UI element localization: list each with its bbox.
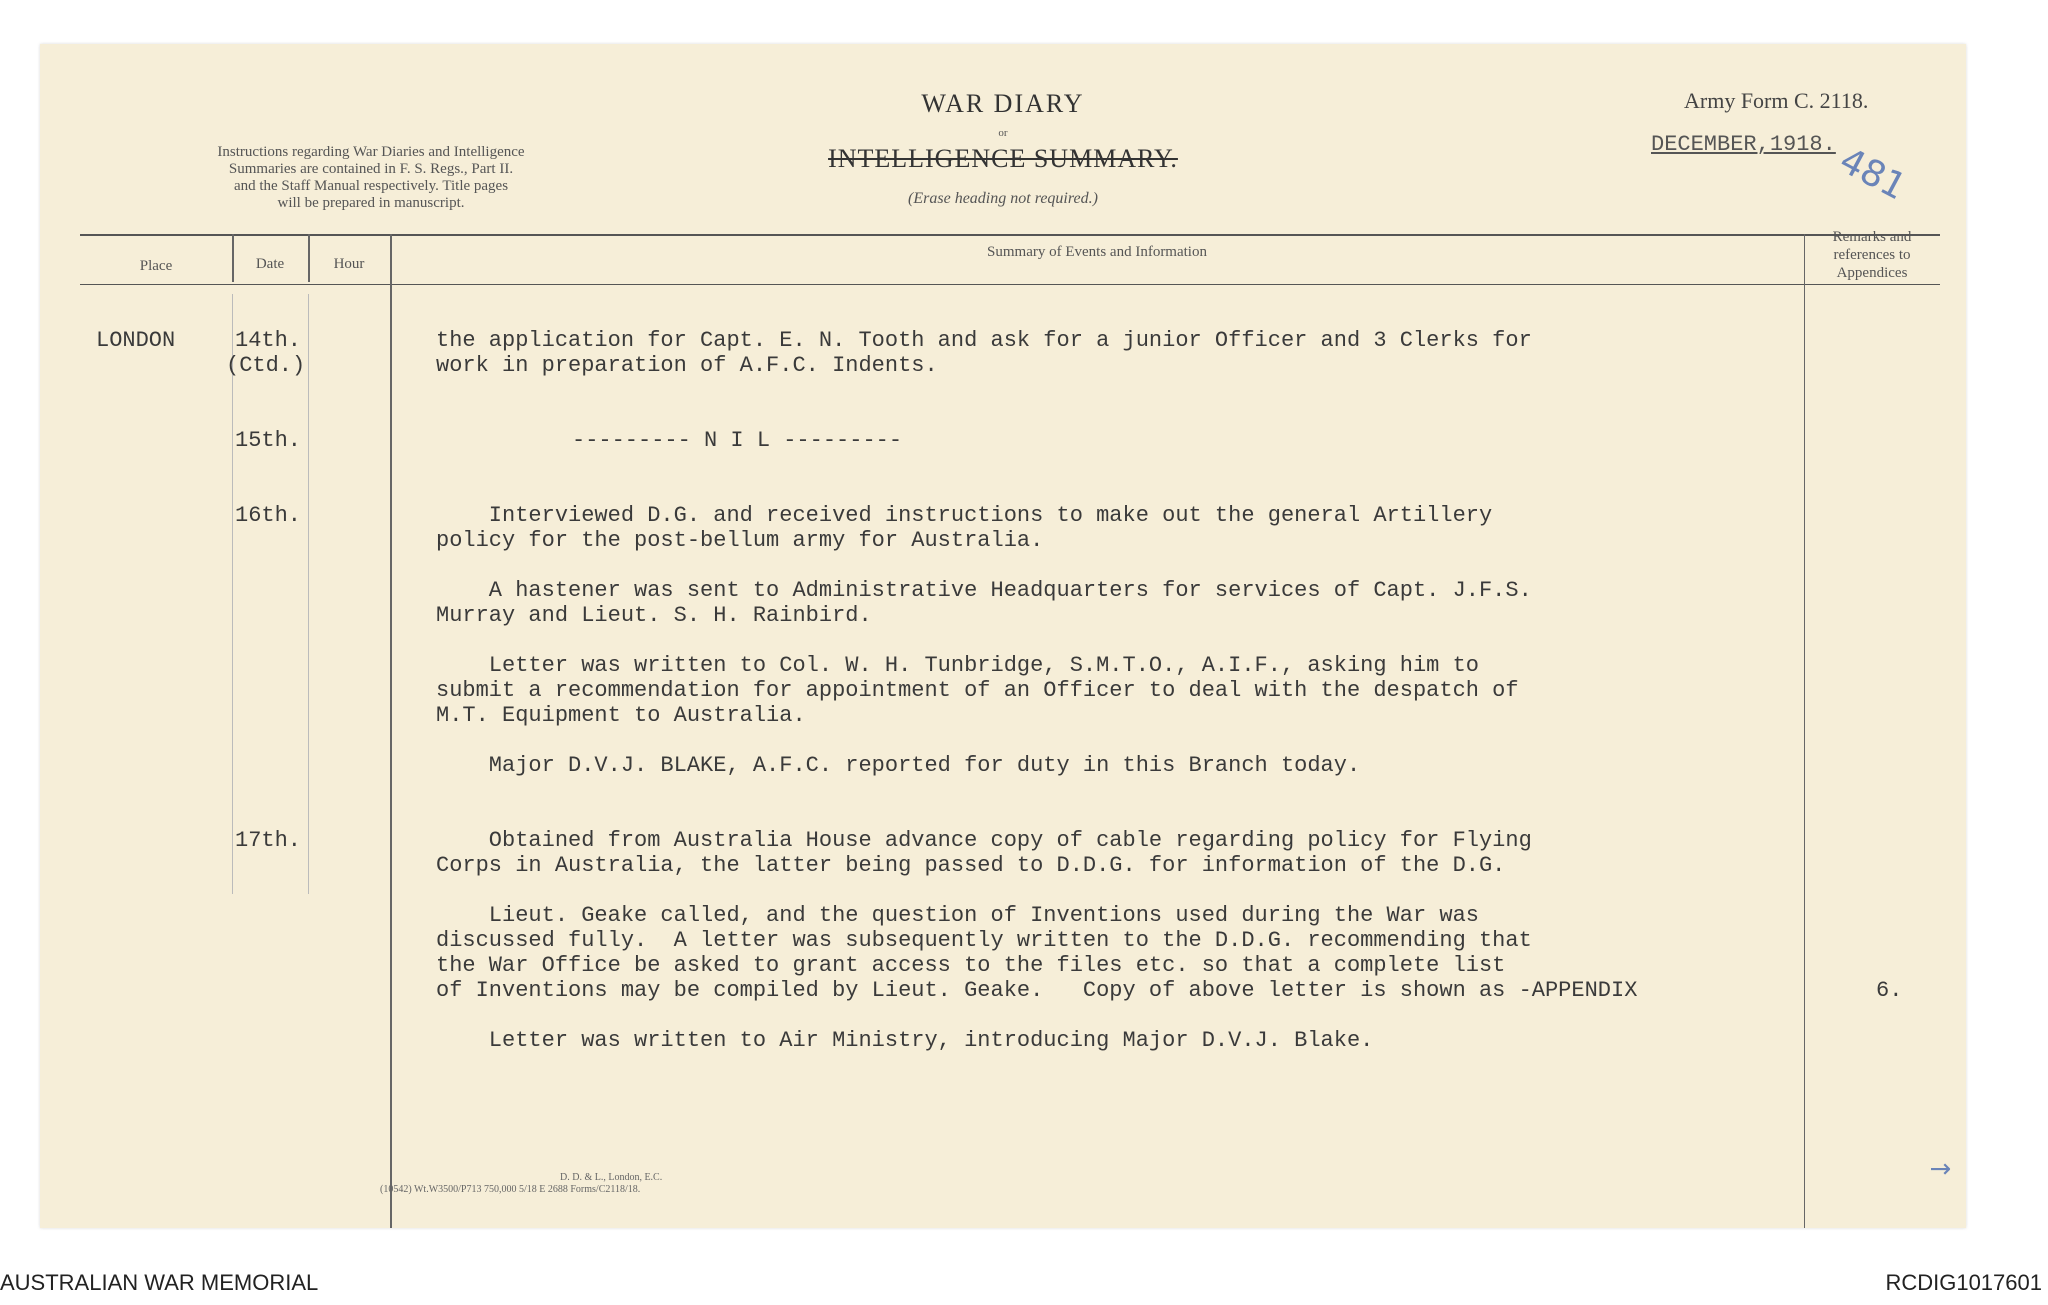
entry-paragraph: A hastener was sent to Administrative Headquarters for services of Capt. J.F.S. Murray and Lieut. S. H. Rainbird. bbox=[436, 578, 1532, 628]
entry-paragraph: Letter was written to Col. W. H. Tunbridge, S.M.T.O., A.I.F., asking him to submit a recommendation for appointment of an Officer to deal with the despatch of M.T. Equipment to Australia. bbox=[436, 653, 1519, 728]
date-cell: 15th. bbox=[235, 428, 302, 453]
footer-institution: AUSTRALIAN WAR MEMORIAL bbox=[0, 1270, 319, 1295]
instructions-line: will be prepared in manuscript. bbox=[277, 195, 465, 211]
form-subtitle: INTELLIGENCE SUMMARY. bbox=[828, 144, 1178, 173]
remarks-header-line: Remarks and bbox=[1832, 229, 1912, 245]
pencil-mark: ↑ bbox=[1923, 1158, 1954, 1180]
place-cell: LONDON bbox=[96, 328, 176, 353]
entry-nil: --------- N I L --------- bbox=[572, 428, 903, 453]
diary-month: DECEMBER,1918. bbox=[1651, 132, 1836, 157]
column-header-summary: Summary of Events and Information bbox=[987, 244, 1207, 260]
column-divider-faint bbox=[308, 294, 309, 894]
appendix-reference: 6. bbox=[1876, 978, 1903, 1003]
column-divider bbox=[1804, 234, 1805, 1228]
date-cell: 17th. bbox=[235, 828, 302, 853]
printer-line: D. D. & L., London, E.C. bbox=[560, 1172, 663, 1183]
pencil-page-number: 481 bbox=[1832, 140, 1913, 209]
date-cell: 16th. bbox=[235, 503, 302, 528]
form-title: WAR DIARY bbox=[921, 89, 1085, 118]
remarks-header-line: references to bbox=[1833, 247, 1911, 263]
column-header-remarks bbox=[1804, 228, 1940, 282]
entry-paragraph: Major D.V.J. BLAKE, A.F.C. reported for duty in this Branch today. bbox=[436, 753, 1361, 778]
instructions-line: and the Staff Manual respectively. Title pages bbox=[233, 178, 509, 194]
entry-paragraph: Interviewed D.G. and received instructions to make out the general Artillery policy for the post-bellum army for Australia. bbox=[436, 503, 1493, 553]
date-cell-continued: (Ctd.) bbox=[226, 353, 306, 378]
printer-line: (10542) Wt.W3500/P713 750,000 5/18 E 2688 Forms/C2118/18. bbox=[380, 1184, 641, 1195]
entry-paragraph: the application for Capt. E. N. Tooth and ask for a junior Officer and 3 Clerks for work in preparation of A.F.C. Indents. bbox=[436, 328, 1532, 378]
entry-paragraph: Lieut. Geake called, and the question of Inventions used during the War was discussed fully. A letter was subsequently written to the D.D.G. recommending that the War Office be asked to grant access to the files etc. so that a complete list of Inventions may be compiled by Lieut. Geake. Copy of above letter is shown as -APPENDIX bbox=[436, 903, 1638, 1003]
form-title-or: or bbox=[998, 127, 1008, 139]
footer-record-id: RCDIG1017601 bbox=[1885, 1270, 2042, 1295]
column-divider-faint bbox=[232, 294, 233, 894]
instructions-line: Instructions regarding War Diaries and Intelligence bbox=[217, 144, 525, 160]
column-header-place: Place bbox=[139, 258, 173, 274]
column-header-date: Date bbox=[255, 256, 285, 272]
instructions-line: Summaries are contained in F. S. Regs., Part II. bbox=[228, 161, 514, 177]
table-top-rule bbox=[80, 234, 1940, 236]
printer-imprint bbox=[380, 1172, 662, 1196]
table-header-rule bbox=[80, 284, 1940, 285]
erase-note: (Erase heading not required.) bbox=[908, 190, 1098, 207]
remarks-header-line: Appendices bbox=[1836, 265, 1908, 281]
entry-paragraph: Letter was written to Air Ministry, introducing Major D.V.J. Blake. bbox=[436, 1028, 1374, 1053]
entry-paragraph: Obtained from Australia House advance copy of cable regarding policy for Flying Corps in Australia, the latter being passed to D.D.G. for information of the D.G. bbox=[436, 828, 1532, 878]
army-form-number: Army Form C. 2118. bbox=[1684, 88, 1869, 113]
date-cell: 14th. bbox=[235, 328, 302, 353]
diary-sheet bbox=[40, 44, 1966, 1228]
column-divider bbox=[390, 234, 392, 1228]
column-header-hour: Hour bbox=[333, 256, 365, 272]
